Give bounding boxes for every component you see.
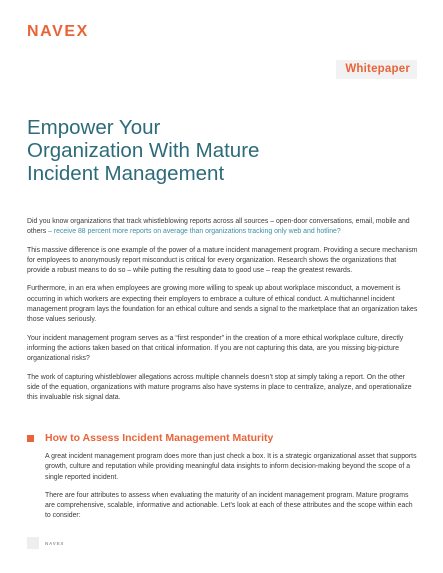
paragraph-2: This massive difference is one example of the power of a mature incident management program. Providing a secure mechanism for employees to anonymously report misconduct is critical for every organization. Research shows the organizations that provide a robust means to do so – while putting the resulting data to good use – reap the greatest rewards. (27, 246, 418, 275)
page-number-box (27, 537, 39, 549)
paragraph-1-text: Did you know organizations that track whistleblowing reports across all sources – open-door conversations, email, mobile and others (27, 218, 410, 236)
square-bullet-icon (27, 435, 34, 442)
paragraph-1 (27, 217, 419, 238)
section-paragraph-2: There are four attributes to assess when evaluating the maturity of an incident management program. Mature programs are comprehensive, scalable, informative and actionable. Let’s look at each of these attributes and the scope within each to consider: (45, 491, 413, 520)
title-line-1: Empower Your (27, 116, 161, 139)
intro-body (27, 217, 419, 411)
section-heading (27, 431, 419, 445)
section-body (45, 452, 419, 522)
maturity-section (27, 431, 419, 530)
page-title (27, 116, 327, 185)
navex-logo: NAVEX (27, 23, 89, 40)
paragraph-4: Your incident management program serves as a “first responder” in the creation of a more ethical workplace culture, directly informing the actions taken based on that critical information. If you are not capturing this data, are you missing big-picture organizational risks? (27, 334, 404, 363)
title-line-3: Incident Management (27, 162, 225, 185)
doc-type-label: Whitepaper (336, 60, 417, 79)
section-paragraph-1: A great incident management program does more than just check a box. It is a strategic organizational asset that supports growth, culture and reputation while providing meaningful data insights to inform decision-making beyond the scope of a single reported incident. (45, 453, 417, 481)
title-line-2: Organization With Mature (27, 139, 260, 162)
paragraph-3: Furthermore, in an era when employees are growing more willing to speak up about workplace misconduct, a movement is occurring in which workers are expecting their employers to embrace a culture of ethical conduct. A multichannel incident management program lays the foundation for an ethical culture and sends a signal to the marketplace that an organization takes those values seriously. (27, 285, 418, 324)
section-title: How to Assess Incident Management Maturity (45, 432, 274, 444)
paragraph-1-highlight: – receive 88 percent more reports on average than organizations tracking only web and hotline? (48, 228, 341, 236)
page-footer (27, 537, 64, 549)
paragraph-5: The work of capturing whistleblower allegations across multiple channels doesn’t stop at simply taking a report. On the other side of the equation, organizations with mature programs also have systems in place to centralize, analyze, and operationalize this invaluable risk signal data. (27, 373, 412, 402)
footer-logo-text: NAVEX (45, 540, 65, 546)
